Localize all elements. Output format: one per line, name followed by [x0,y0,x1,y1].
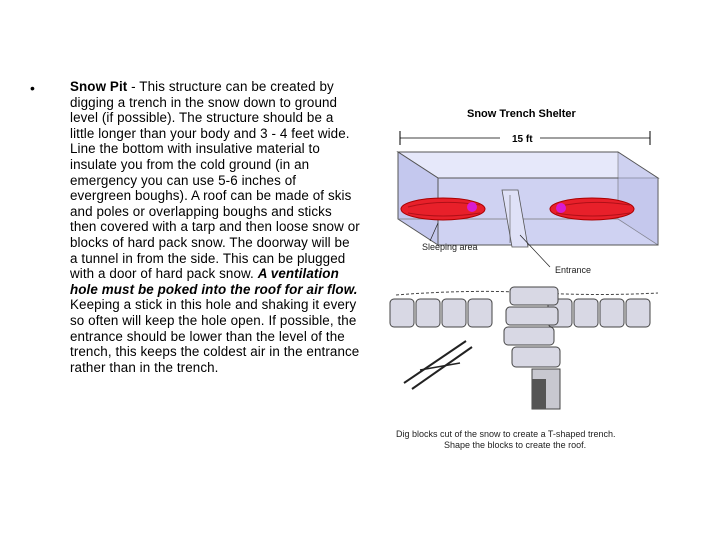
snow-trench-diagram [360,95,660,465]
caption-line-1: Dig blocks cut of the snow to create a T-shaped trench. [396,429,616,439]
sleeping-bag-right [550,198,634,220]
snow-block-stack [504,287,560,367]
paragraph-lead: Snow Pit [70,79,128,94]
caption-line-2: Shape the blocks to create the roof. [444,440,587,450]
dimension-marker [400,131,650,145]
dimension-label: 15 ft [512,134,533,145]
ventilation-emphasis: A ventilation hole must be poked into the roof for air flow. [70,266,358,297]
sleeping-area-label: Sleeping area [422,242,478,252]
paragraph-part2: Keeping a stick in this hole and shaking it every so often will keep the hole open. If possible, the entrance should be lower than the level of the trench, this keeps the coldest air in the entrance rather than in the trench. [70,297,360,375]
paragraph-part1: - This structure can be created by digging a trench in the snow down to ground level (if possible). The structure should be a little longer than your body and 3 - 4 feet wide. Line the bottom with insulative material to insulate you from the cold ground (in an emergency you can use 5-6 inches of evergreen boughs). A roof can be made of skis and poles or overlapping boughs and sticks then covered with a tarp and then loose snow or blocks of hard pack snow. The doorway will be a tunnel in from the side. This can be plugged with a door of hard pack snow. [70,79,360,282]
sleeping-bag-left [401,198,485,220]
skis-icon [404,341,472,389]
list-bullet: • [30,80,35,96]
entrance-tunnel [532,369,560,409]
body-paragraph [70,79,360,375]
entrance-label: Entrance [555,265,592,275]
figure-title: Snow Trench Shelter [467,108,576,120]
